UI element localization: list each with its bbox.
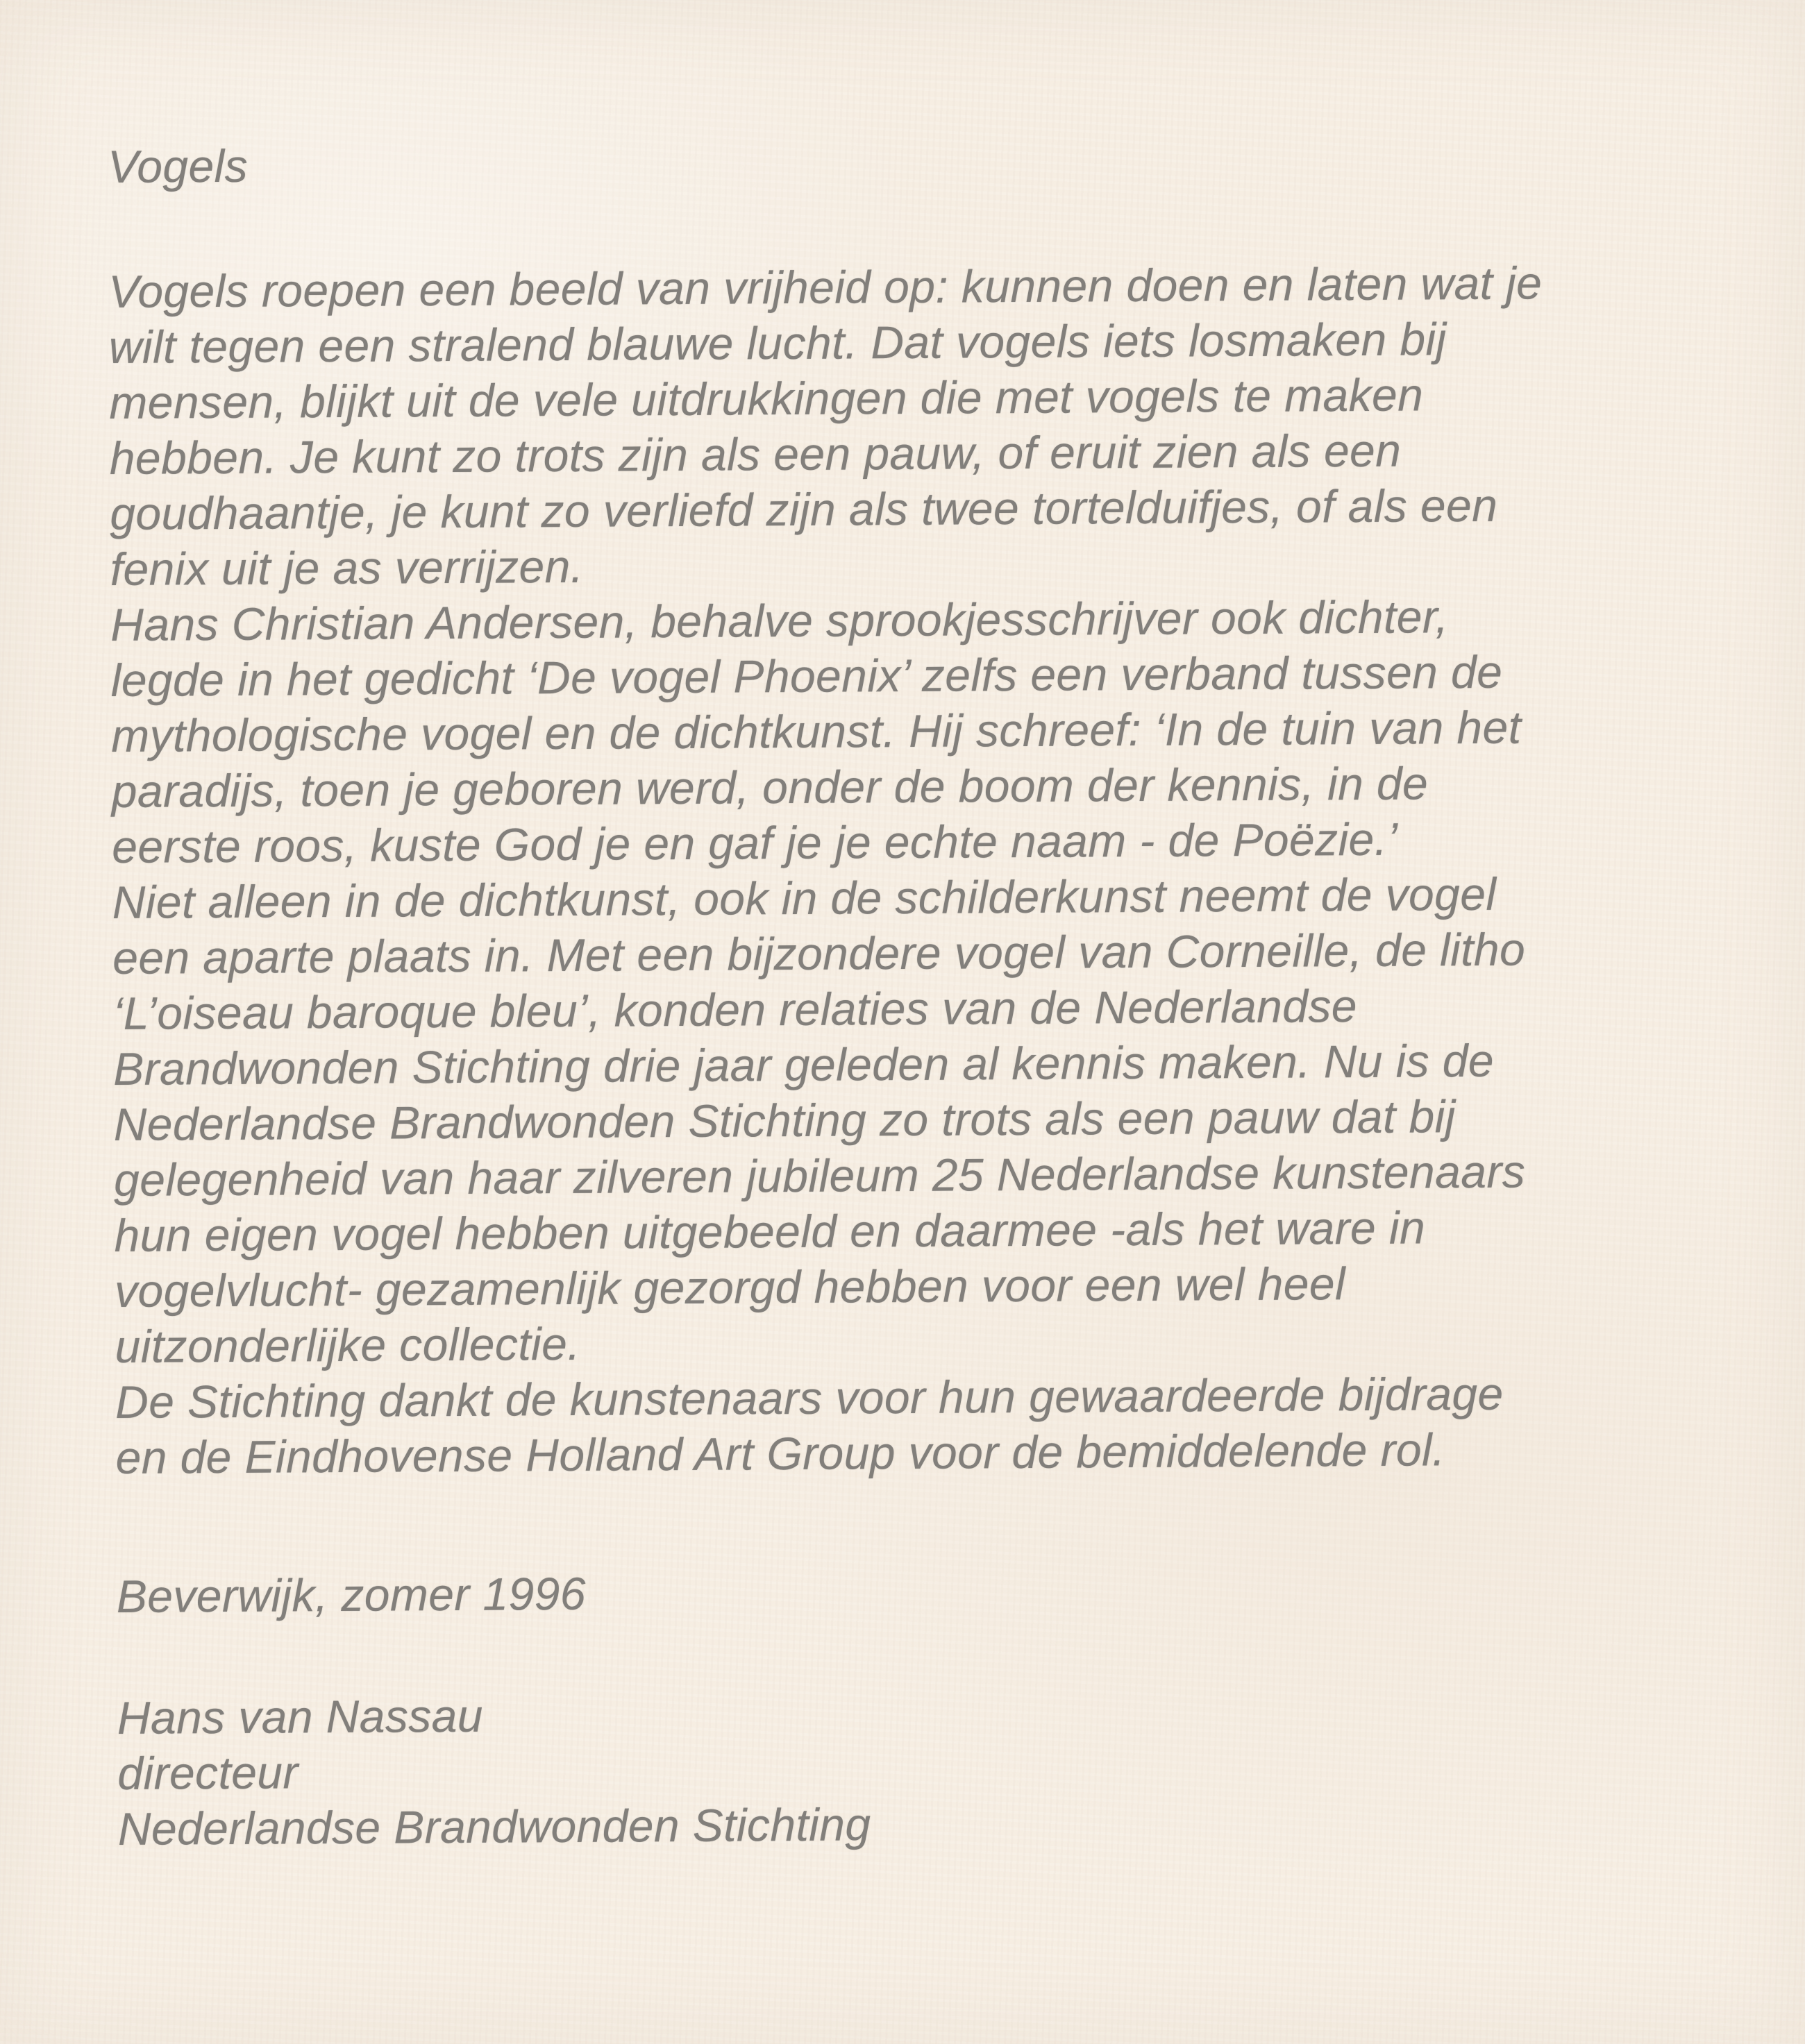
body-line: een aparte plaats in. Met een bijzondere vogel van Corneille, de litho (112, 923, 1526, 983)
body-line: fenix uit je as verrijzen. (110, 540, 584, 595)
body-line: Nederlandse Brandwonden Stichting zo trots als een pauw dat bij (113, 1090, 1456, 1150)
body-line: Brandwonden Stichting drie jaar geleden al kennis maken. Nu is de (112, 1034, 1495, 1095)
body-line: uitzonderlijke collectie. (115, 1317, 581, 1372)
body-line: mythologische vogel en de dichtkunst. Hij schreef: ‘In de tuin van het (111, 701, 1522, 761)
signature-line: Nederlandse Brandwonden Stichting (117, 1798, 871, 1855)
body-line: hun eigen vogel hebben uitgebeeld en daarmee -als het ware in (114, 1201, 1426, 1261)
body-line: legde in het gedicht ‘De vogel Phoenix’ zelfs een verband tussen de (110, 645, 1503, 706)
body-line: mensen, blijkt uit de vele uitdrukkingen die met vogels te maken (109, 369, 1424, 428)
body-line: eerste roos, kuste God je en gaf je je echte naam - de Poëzie.’ (112, 813, 1398, 872)
document-text-block (108, 129, 1736, 1857)
title-gap (108, 185, 1726, 264)
body-line: ‘L’oiseau baroque bleu’, konden relaties van de Nederlandse (112, 980, 1358, 1039)
body-line: en de Eindhovense Holland Art Group voor de bemiddelende rol. (115, 1424, 1445, 1483)
body-line: Vogels roepen een beeld van vrijheid op: kunnen doen en laten wat je (108, 257, 1543, 317)
body-line: paradijs, toen je geboren werd, onder de boom der kennis, in de (111, 757, 1429, 817)
signature-line: Hans van Nassau (117, 1689, 484, 1743)
body-line: vogelvlucht- gezamenlijk gezorgd hebben voor een wel heel (114, 1258, 1346, 1317)
body-line: Hans Christian Andersen, behalve sprookjesschrijver ook dichter, (110, 591, 1449, 650)
body-line: De Stichting dankt de kunstenaars voor hun gewaardeerde bijdrage (115, 1367, 1504, 1428)
date-gap (116, 1476, 1734, 1569)
body-line: wilt tegen een stralend blauwe lucht. Dat vogels iets losmaken bij (108, 313, 1447, 373)
page-title: Vogels (108, 140, 249, 192)
signature-gap (117, 1614, 1735, 1690)
body-line: gelegenheid van haar zilveren jubileum 25 Nederlandse kunstenaars (113, 1145, 1526, 1206)
body-line: hebben. Je kunt zo trots zijn als een pauw, of eruit zien als een (109, 424, 1402, 484)
body-line: Niet alleen in de dichtkunst, ook in de schilderkunst neemt de vogel (112, 868, 1497, 928)
body-line: goudhaantje, je kunt zo verliefd zijn als twee tortelduifjes, of als een (110, 479, 1498, 539)
signature-line: directeur (117, 1746, 299, 1799)
date-line: Beverwijk, zomer 1996 (116, 1567, 587, 1622)
